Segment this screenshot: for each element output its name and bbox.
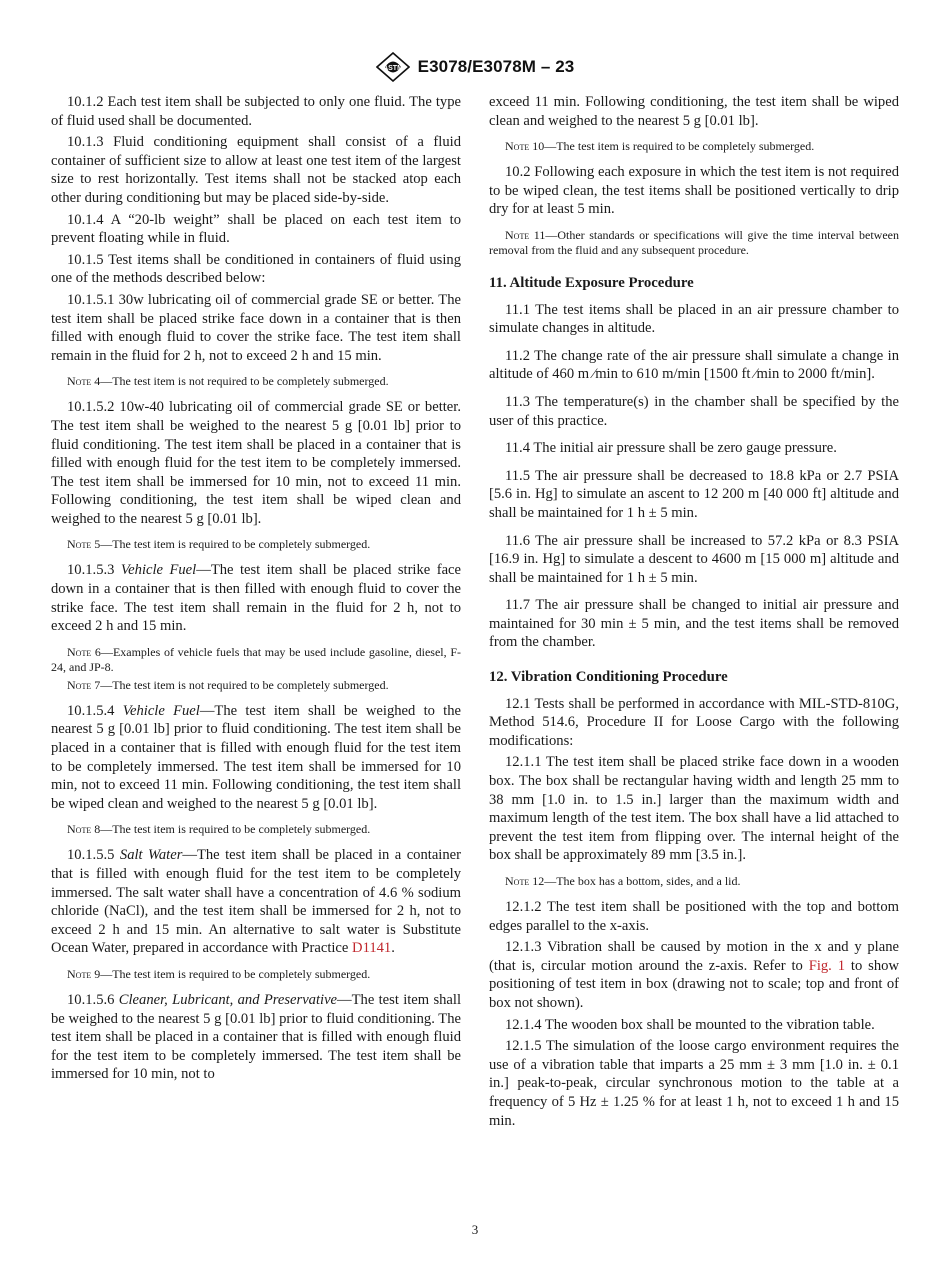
para-11-2: 11.2 The change rate of the air pressure shall simulate a change in altitude of 460 m ⁄min to 610 m/min [1500 ft ⁄min to 2000 ft/min]. — [489, 347, 899, 383]
practice-d1141-link[interactable]: D1141 — [352, 940, 392, 957]
note-9 — [51, 967, 461, 982]
para-11-4: 11.4 The initial air pressure shall be zero gauge pressure. — [505, 440, 837, 457]
para-10-1-5-1: 10.1.5.1 30w lubricating oil of commercial grade SE or better. The test item shall be placed strike face down in a container that is then filled with enough fluid to cover the strike face. The test item shall remain in the fluid for 2 h, not to exceed 2 h and 15 min. — [51, 291, 461, 364]
para-title: Cleaner, Lubricant, and Preservative — [118, 991, 338, 1008]
note-label: Note 8 — [67, 822, 101, 837]
section-12-heading: 12. Vibration Conditioning Procedure — [489, 669, 728, 686]
para-text: —The test item shall be weighed to the nearest 5 g [0.01 lb] prior to fluid conditioning. The test item shall be placed in a container that is filled with enough fluid for the test item to be completely immersed. The test item shall be immersed for 10 min, not to — [51, 991, 462, 1083]
section-11-heading: 11. Altitude Exposure Procedure — [489, 274, 694, 291]
para-text: —The test item shall be placed strike face down in a container that is then filled with enough fluid to cover the strike face. The test item shall remain in the fluid for 2 h, not to exceed 2 h and 15 min. — [51, 562, 462, 635]
note-7 — [51, 678, 461, 693]
note-text: —The test item is not required to be completely submerged. — [100, 677, 389, 692]
note-label: Note 7 — [67, 677, 101, 692]
para-12-1-5: 12.1.5 The simulation of the loose cargo environment requires the use of a vibration table that imparts a 25 mm ± 3 mm [1.0 in. ± 0.1 in.] peak-to-peak, circular synchronous motion to the table at a frequency of 5 Hz ± 1.25 % for at least 1 h, not to exceed 1 h and 15 min. — [489, 1038, 899, 1129]
para-number: 10.1.5.6 — [67, 991, 119, 1008]
note-5 — [51, 537, 461, 552]
para-continuation: exceed 11 min. Following conditioning, the test item shall be wiped clean and weighed to the nearest 5 g [0.01 lb]. — [489, 94, 899, 129]
para-10-1-5-6 — [51, 991, 461, 1084]
note-text: —Other standards or specifications will give the time interval between removal from the fluid and any subsequent procedure. — [489, 227, 899, 257]
note-text: —Examples of vehicle fuels that may be used include gasoline, diesel, F-24, and JP-8. — [51, 644, 461, 674]
astm-logo-icon — [376, 52, 410, 82]
left-column — [51, 93, 461, 1087]
note-8 — [51, 822, 461, 837]
para-10-1-5-5 — [51, 846, 461, 958]
note-text: —The test item is required to be completely submerged. — [544, 139, 815, 154]
para-11-6: 11.6 The air pressure shall be increased to 57.2 kPa or 8.3 PSIA [16.9 in. Hg] to simulate a descent to 4600 m [15 000 m] altitude and shall be maintained for 1 h ± 5 min. — [489, 532, 899, 586]
para-number: 10.1.5.5 — [67, 847, 120, 864]
para-text: 12.1.3 Vibration shall be caused by motion in the x and y plane (that is, circular motion around the z-axis. Refer to — [489, 939, 899, 974]
para-12-1-3 — [489, 938, 899, 1012]
note-label: Note 10 — [505, 139, 545, 154]
para-10-1-5-2: 10.1.5.2 10w-40 lubricating oil of commercial grade SE or better. The test item shall be weighed to the nearest 5 g [0.01 lb] prior to fluid conditioning. The test item shall be placed in a container that is filled with enough fluid for the test item to be completely immersed. The test item shall be immersed for 10 min, not to exceed 11 min. Following conditioning, the test item shall be wiped clean and weighed to the nearest 5 g [0.01 lb]. — [51, 399, 461, 527]
para-10-1-2: 10.1.2 Each test item shall be subjected to only one fluid. The type of fluid used shall be documented. — [51, 94, 461, 129]
para-10-1-5: 10.1.5 Test items shall be conditioned in containers of fluid using one of the methods described below: — [51, 251, 461, 287]
para-11-5: 11.5 The air pressure shall be decreased to 18.8 kPa or 2.7 PSIA [5.6 in. Hg] to simulate an ascent to 12 200 m [40 000 ft] altitude and shall be maintained for 1 h ± 5 min. — [489, 467, 899, 521]
para-12-1: 12.1 Tests shall be performed in accordance with MIL-STD-810G, Method 514.6, Procedure II for Loose Cargo with the following modifications: — [489, 695, 899, 749]
right-column — [489, 93, 899, 1133]
page-header — [0, 52, 950, 82]
note-label: Note 12 — [505, 874, 545, 888]
note-text: —The box has a bottom, sides, and a lid. — [544, 874, 741, 888]
note-6 — [51, 645, 461, 675]
para-text: —The test item shall be weighed to the nearest 5 g [0.01 lb] prior to fluid conditioning. The test item shall be placed in a container that is filled with enough fluid for the test item to be completely immersed. The test item shall be immersed for 10 min, not to exceed 11 min. Following conditioning, the test item shall be wiped clean and weighed to the nearest 5 g [0.01 lb]. — [51, 702, 462, 812]
page-number: 3 — [471, 1222, 479, 1237]
para-10-1-4: 10.1.4 A “20-lb weight” shall be placed on each test item to prevent floating while in fluid. — [51, 211, 461, 247]
figure-1-link[interactable]: Fig. 1 — [808, 957, 846, 974]
note-4 — [51, 374, 461, 389]
document-id: E3078/E3078M – 23 — [417, 57, 575, 76]
note-text: —The test item is required to be completely submerged. — [100, 822, 371, 837]
note-text: —The test item is required to be completely submerged. — [100, 537, 371, 552]
para-12-1-1: 12.1.1 The test item shall be placed strike face down in a wooden box. The box shall be rectangular having width and length 25 mm to 38 mm [1.0 in. to 1.5 in.] larger than the maximum width and maximum length of the test item. The box shall have a lid attached to prevent the test item from flipping over. The internal height of the box shall be approximately 89 mm [3.5 in.]. — [489, 754, 899, 864]
para-text-end: to show positioning of test item in box (drawing not to scale; top and front of box not shown). — [489, 957, 899, 1011]
para-title: Vehicle Fuel — [122, 702, 200, 719]
para-12-1-4: 12.1.4 The wooden box shall be mounted to the vibration table. — [505, 1016, 875, 1033]
note-label: Note 5 — [67, 537, 101, 552]
para-title: Vehicle Fuel — [120, 562, 197, 579]
para-end: . — [391, 940, 395, 957]
para-12-1-2: 12.1.2 The test item shall be positioned with the top and bottom edges parallel to the x-axis. — [489, 899, 899, 934]
para-10-1-5-3 — [51, 561, 461, 635]
para-11-1: 11.1 The test items shall be placed in an air pressure chamber to simulate changes in altitude. — [489, 301, 899, 337]
note-label: Note 4 — [67, 374, 101, 389]
note-11 — [489, 228, 899, 258]
para-title: Salt Water — [119, 847, 183, 864]
para-10-1-3: 10.1.3 Fluid conditioning equipment shall consist of a fluid container of sufficient size to allow at least one test item of the largest size to rest horizontally. Test items shall not be stacked atop each other during conditioning but may be placed side-by-side. — [51, 134, 461, 206]
para-10-2: 10.2 Following each exposure in which the test item is not required to be wiped clean, the test items shall be positioned vertically to drip dry for at least 5 min. — [489, 164, 899, 218]
note-label: Note 11 — [505, 227, 546, 242]
note-label: Note 6 — [67, 644, 101, 659]
svg-text:ASTM: ASTM — [382, 65, 403, 72]
note-10 — [489, 139, 899, 154]
para-number: 10.1.5.3 — [67, 562, 121, 579]
para-11-3: 11.3 The temperature(s) in the chamber shall be specified by the user of this practice. — [489, 393, 899, 429]
note-text: —The test item is required to be completely submerged. — [100, 966, 371, 981]
note-label: Note 9 — [67, 966, 101, 981]
note-12 — [489, 874, 899, 889]
note-text: —The test item is not required to be completely submerged. — [100, 374, 389, 389]
para-11-7: 11.7 The air pressure shall be changed to initial air pressure and maintained for 30 min ± 5 min, and the test items shall be removed from the chamber. — [489, 597, 899, 651]
para-number: 10.1.5.4 — [67, 702, 123, 719]
para-10-1-5-4 — [51, 702, 461, 814]
para-text: —The test item shall be placed in a container that is filled with enough fluid for the test item to be completely immersed. The salt water shall have a concentration of 4.6 % sodium chloride (NaCl), and the test item shall be immersed for 2 h, not to exceed 2 h and 15 min. An alternative to salt water is Substitute Ocean Water, prepared in accordance with Practice — [51, 847, 461, 957]
